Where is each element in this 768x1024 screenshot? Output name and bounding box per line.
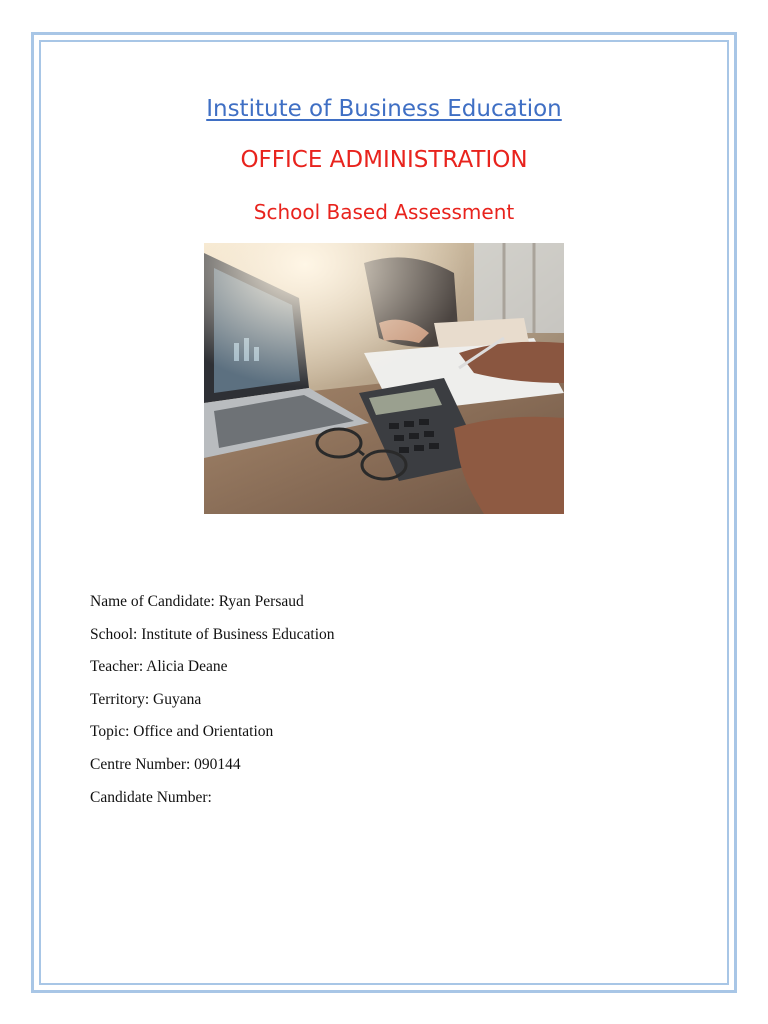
detail-candidate-name: Name of Candidate: Ryan Persaud <box>90 593 304 610</box>
detail-teacher: Teacher: Alicia Deane <box>90 658 228 676</box>
detail-topic: Topic: Office and Orientation <box>90 723 274 741</box>
candidate-details <box>90 591 335 819</box>
detail-school: School: Institute of Business Education <box>90 625 335 643</box>
detail-candidate-number: Candidate Number: <box>90 788 212 806</box>
subject-heading: OFFICE ADMINISTRATION <box>240 147 528 173</box>
assessment-heading: School Based Assessment <box>253 200 515 224</box>
office-desk-calculator-laptop-photo <box>204 243 564 514</box>
institution-title: Institute of Business Education <box>206 96 562 122</box>
detail-territory: Territory: Guyana <box>90 690 202 708</box>
detail-centre-number: Centre Number: 090144 <box>90 755 241 773</box>
